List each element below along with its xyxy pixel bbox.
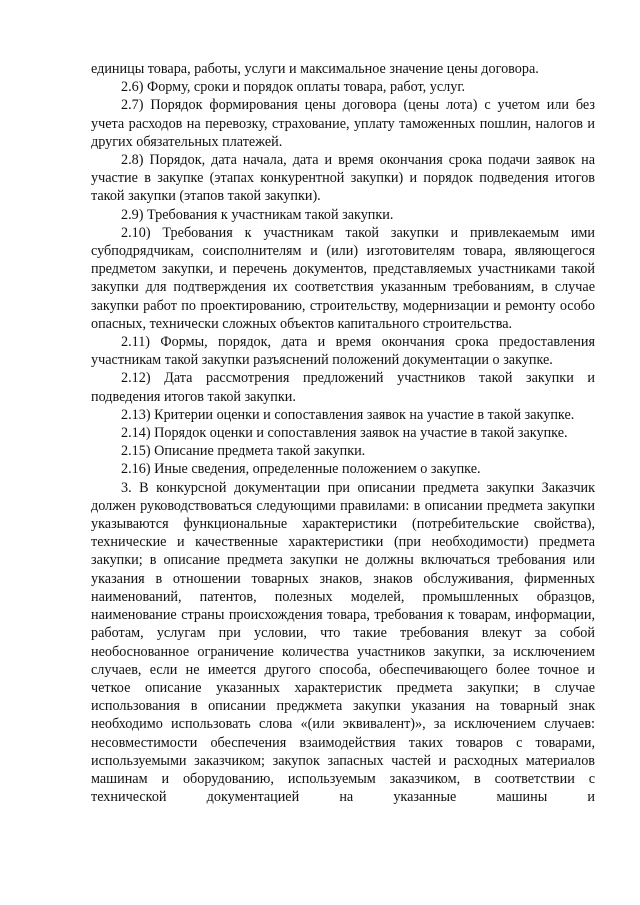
paragraph-2-15: 2.15) Описание предмета такой закупки.: [121, 443, 366, 460]
paragraph-3: 3. В конкурсной документации при описании предмета закупки Заказчик должен руководствоваться следующими правилами: в описании предмета закупки указываются функциональные характеристики (потребительские свойства), технические и качественные характеристики (при необходимости) предмета закупки; в описание предмета закупки не должны включаться требования или указания в отношении товарных знаков, знаков обслуживания, фирменных наименований, патентов, полезных моделей, промышленных образцов, наименование страны происхождения товара, требования к товарам, информации, работам, услугам при условии, что такие требования влекут за собой необоснованное ограничение количества участников закупки, за исключением случаев, если не имеется другого способа, обеспечивающего более точное и четкое описание указанных характеристик предмета закупки; в случае использования в описании преджмета закупки указания на товарный знак необходимо использовать слова «(или эквивалент)», за исключением случаев: несовместимости обеспечения взаимодействия таких товаров с товарами, используемыми заказчиком; закупок запасных частей и расходных материалов машинам и оборудованию, используемым заказчиком, в соответствии с технической документацией на указанные машины и: [91, 479, 595, 806]
paragraph-continuation: единицы товара, работы, услуги и максимальное значение цены договора.: [91, 61, 539, 77]
paragraph-2-9: 2.9) Требования к участникам такой закупки.: [121, 206, 394, 223]
paragraph-2-13: 2.13) Критерии оценки и сопоставления заявок на участие в такой закупке.: [121, 406, 575, 423]
paragraph-2-11: 2.11) Формы, порядок, дата и время окончания срока предоставления участникам такой закупки разъяснений положений документации о закупке.: [91, 334, 595, 369]
paragraph-2-12: 2.12) Дата рассмотрения предложений участников такой закупки и подведения итогов такой закупки.: [91, 370, 595, 405]
paragraph-2-10: 2.10) Требования к участникам такой закупки и привлекаемым ими субподрядчикам, соисполнителям и (или) изготовителям товара, являющегося предметом закупки, и перечень документов, представляемых участниками такой закупки для подтверждения их соответствия указанным требованиям, в случае закупки работ по проектированию, строительству, модернизации и ремонту особо опасных, технически сложных объектов капитального строительства.: [91, 224, 595, 332]
paragraph-2-7: 2.7) Порядок формирования цены договора (цены лота) с учетом или без учета расходов на перевозку, страхование, уплату таможенных пошлин, налогов и других обязательных платежей.: [91, 97, 595, 150]
paragraph-2-6: 2.6) Форму, сроки и порядок оплаты товара, работ, услуг.: [121, 79, 466, 96]
document-page: [91, 60, 595, 806]
paragraph-2-14: 2.14) Порядок оценки и сопоставления заявок на участие в такой закупке.: [121, 425, 568, 442]
paragraph-2-16: 2.16) Иные сведения, определенные положением о закупке.: [121, 461, 481, 478]
paragraph-2-8: 2.8) Порядок, дата начала, дата и время окончания срока подачи заявок на участие в закупке (этапах конкурентной закупки) и порядок подведения итогов такой закупки (этапов такой закупки).: [91, 152, 595, 205]
